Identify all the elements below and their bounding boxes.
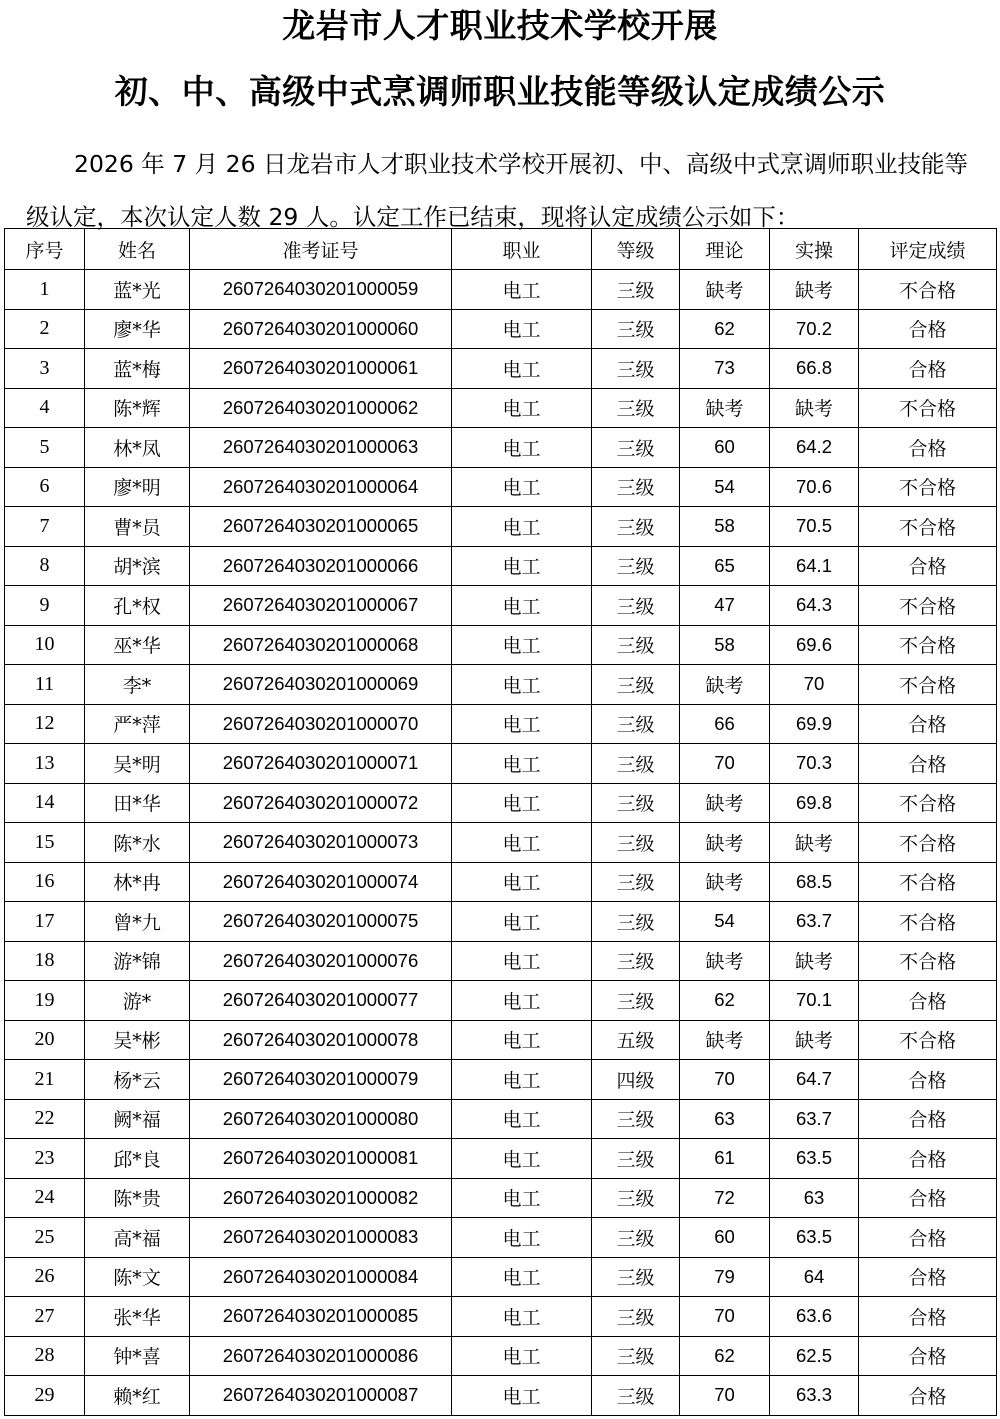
cell-exam-id: 2607264030201000075 (190, 902, 452, 942)
table-row (5, 744, 997, 784)
cell-exam-id: 2607264030201000067 (190, 586, 452, 626)
cell-practical: 69.8 (770, 783, 859, 823)
cell-exam-id: 2607264030201000084 (190, 1257, 452, 1297)
cell-occupation: 电工 (452, 902, 592, 942)
cell-result: 不合格 (859, 467, 997, 507)
cell-level: 三级 (592, 625, 680, 665)
cell-occupation: 电工 (452, 665, 592, 705)
cell-level: 四级 (592, 1060, 680, 1100)
cell-level: 三级 (592, 428, 680, 468)
cell-name: 吴*明 (85, 744, 190, 784)
cell-level: 三级 (592, 1139, 680, 1179)
cell-seq: 9 (5, 586, 85, 626)
cell-name: 赖*红 (85, 1376, 190, 1416)
cell-level: 三级 (592, 467, 680, 507)
table-row (5, 1020, 997, 1060)
table-row (5, 625, 997, 665)
header-occupation: 职业 (452, 229, 592, 270)
cell-exam-id: 2607264030201000062 (190, 388, 452, 428)
table-row (5, 862, 997, 902)
cell-level: 三级 (592, 1099, 680, 1139)
table-row (5, 467, 997, 507)
cell-name: 廖*华 (85, 309, 190, 349)
table-row (5, 783, 997, 823)
cell-seq: 12 (5, 704, 85, 744)
cell-occupation: 电工 (452, 744, 592, 784)
cell-level: 三级 (592, 349, 680, 389)
cell-theory: 62 (680, 981, 770, 1021)
cell-theory: 缺考 (680, 862, 770, 902)
cell-name: 孔*权 (85, 586, 190, 626)
cell-occupation: 电工 (452, 823, 592, 863)
cell-occupation: 电工 (452, 1060, 592, 1100)
cell-occupation: 电工 (452, 704, 592, 744)
cell-practical: 68.5 (770, 862, 859, 902)
cell-level: 三级 (592, 1218, 680, 1258)
cell-theory: 54 (680, 902, 770, 942)
cell-level: 三级 (592, 902, 680, 942)
cell-theory: 62 (680, 1336, 770, 1376)
table-row (5, 270, 997, 310)
cell-theory: 70 (680, 744, 770, 784)
table-row (5, 1257, 997, 1297)
cell-occupation: 电工 (452, 349, 592, 389)
cell-seq: 10 (5, 625, 85, 665)
cell-result: 合格 (859, 981, 997, 1021)
table-header-row (5, 229, 997, 270)
cell-theory: 79 (680, 1257, 770, 1297)
cell-name: 陈*贵 (85, 1178, 190, 1218)
cell-seq: 24 (5, 1178, 85, 1218)
cell-practical: 缺考 (770, 941, 859, 981)
cell-seq: 26 (5, 1257, 85, 1297)
cell-level: 三级 (592, 270, 680, 310)
header-practical: 实操 (770, 229, 859, 270)
cell-result: 合格 (859, 1376, 997, 1416)
cell-seq: 27 (5, 1297, 85, 1337)
cell-occupation: 电工 (452, 1139, 592, 1179)
cell-level: 三级 (592, 507, 680, 547)
cell-name: 蓝*梅 (85, 349, 190, 389)
cell-seq: 19 (5, 981, 85, 1021)
table-row (5, 1297, 997, 1337)
cell-name: 胡*滨 (85, 546, 190, 586)
cell-name: 曹*员 (85, 507, 190, 547)
cell-theory: 72 (680, 1178, 770, 1218)
cell-result: 合格 (859, 1060, 997, 1100)
table-row (5, 1060, 997, 1100)
cell-exam-id: 2607264030201000073 (190, 823, 452, 863)
table-row (5, 309, 997, 349)
cell-seq: 22 (5, 1099, 85, 1139)
cell-result: 合格 (859, 1336, 997, 1376)
cell-name: 陈*水 (85, 823, 190, 863)
cell-result: 合格 (859, 744, 997, 784)
cell-theory: 61 (680, 1139, 770, 1179)
cell-level: 三级 (592, 1297, 680, 1337)
page-title: 龙岩市人才职业技术学校开展 (282, 6, 718, 45)
cell-exam-id: 2607264030201000060 (190, 309, 452, 349)
cell-level: 三级 (592, 309, 680, 349)
table-row (5, 981, 997, 1021)
cell-name: 李* (85, 665, 190, 705)
cell-practical: 64.7 (770, 1060, 859, 1100)
cell-result: 不合格 (859, 586, 997, 626)
cell-occupation: 电工 (452, 1297, 592, 1337)
cell-result: 合格 (859, 1139, 997, 1179)
cell-name: 钟*喜 (85, 1336, 190, 1376)
cell-theory: 缺考 (680, 823, 770, 863)
cell-result: 不合格 (859, 823, 997, 863)
cell-result: 合格 (859, 1297, 997, 1337)
cell-result: 不合格 (859, 941, 997, 981)
cell-seq: 17 (5, 902, 85, 942)
cell-result: 不合格 (859, 507, 997, 547)
cell-seq: 13 (5, 744, 85, 784)
cell-exam-id: 2607264030201000072 (190, 783, 452, 823)
cell-occupation: 电工 (452, 981, 592, 1021)
cell-exam-id: 2607264030201000071 (190, 744, 452, 784)
table-row (5, 704, 997, 744)
cell-theory: 54 (680, 467, 770, 507)
table-body (5, 270, 997, 1416)
cell-theory: 58 (680, 507, 770, 547)
table-row (5, 349, 997, 389)
cell-occupation: 电工 (452, 309, 592, 349)
cell-practical: 63.5 (770, 1218, 859, 1258)
cell-level: 三级 (592, 1376, 680, 1416)
cell-name: 廖*明 (85, 467, 190, 507)
cell-practical: 69.9 (770, 704, 859, 744)
cell-occupation: 电工 (452, 1099, 592, 1139)
cell-level: 三级 (592, 704, 680, 744)
table-row (5, 586, 997, 626)
cell-exam-id: 2607264030201000068 (190, 625, 452, 665)
cell-occupation: 电工 (452, 783, 592, 823)
table-row (5, 1376, 997, 1416)
cell-exam-id: 2607264030201000082 (190, 1178, 452, 1218)
cell-practical: 69.6 (770, 625, 859, 665)
cell-practical: 66.8 (770, 349, 859, 389)
cell-seq: 7 (5, 507, 85, 547)
cell-level: 三级 (592, 1257, 680, 1297)
cell-result: 不合格 (859, 902, 997, 942)
cell-practical: 63.3 (770, 1376, 859, 1416)
cell-theory: 缺考 (680, 783, 770, 823)
cell-level: 三级 (592, 546, 680, 586)
cell-exam-id: 2607264030201000079 (190, 1060, 452, 1100)
cell-occupation: 电工 (452, 467, 592, 507)
header-exam-id: 准考证号 (190, 229, 452, 270)
cell-practical: 62.5 (770, 1336, 859, 1376)
cell-level: 三级 (592, 981, 680, 1021)
table-row (5, 1178, 997, 1218)
cell-theory: 63 (680, 1099, 770, 1139)
cell-practical: 70.1 (770, 981, 859, 1021)
cell-exam-id: 2607264030201000081 (190, 1139, 452, 1179)
cell-exam-id: 2607264030201000076 (190, 941, 452, 981)
cell-occupation: 电工 (452, 1178, 592, 1218)
cell-exam-id: 2607264030201000059 (190, 270, 452, 310)
cell-theory: 66 (680, 704, 770, 744)
cell-theory: 60 (680, 428, 770, 468)
cell-occupation: 电工 (452, 941, 592, 981)
cell-exam-id: 2607264030201000069 (190, 665, 452, 705)
cell-result: 不合格 (859, 1020, 997, 1060)
table-row (5, 941, 997, 981)
table-row (5, 546, 997, 586)
cell-name: 陈*辉 (85, 388, 190, 428)
table-row (5, 1336, 997, 1376)
cell-occupation: 电工 (452, 586, 592, 626)
cell-result: 不合格 (859, 862, 997, 902)
cell-theory: 65 (680, 546, 770, 586)
cell-exam-id: 2607264030201000066 (190, 546, 452, 586)
cell-exam-id: 2607264030201000085 (190, 1297, 452, 1337)
cell-seq: 23 (5, 1139, 85, 1179)
cell-occupation: 电工 (452, 862, 592, 902)
cell-exam-id: 2607264030201000077 (190, 981, 452, 1021)
cell-result: 合格 (859, 1257, 997, 1297)
cell-theory: 缺考 (680, 270, 770, 310)
cell-name: 游* (85, 981, 190, 1021)
cell-occupation: 电工 (452, 1376, 592, 1416)
cell-theory: 62 (680, 309, 770, 349)
table-row (5, 1218, 997, 1258)
cell-seq: 11 (5, 665, 85, 705)
cell-name: 巫*华 (85, 625, 190, 665)
cell-name: 严*萍 (85, 704, 190, 744)
cell-theory: 缺考 (680, 665, 770, 705)
cell-practical: 64 (770, 1257, 859, 1297)
cell-name: 邱*良 (85, 1139, 190, 1179)
table-row (5, 1139, 997, 1179)
cell-practical: 63.7 (770, 1099, 859, 1139)
cell-name: 吴*彬 (85, 1020, 190, 1060)
cell-exam-id: 2607264030201000064 (190, 467, 452, 507)
table-row (5, 665, 997, 705)
cell-seq: 18 (5, 941, 85, 981)
cell-occupation: 电工 (452, 388, 592, 428)
cell-occupation: 电工 (452, 428, 592, 468)
cell-level: 三级 (592, 862, 680, 902)
cell-practical: 64.3 (770, 586, 859, 626)
cell-seq: 4 (5, 388, 85, 428)
cell-practical: 缺考 (770, 270, 859, 310)
cell-practical: 缺考 (770, 388, 859, 428)
cell-practical: 63.7 (770, 902, 859, 942)
cell-practical: 70.3 (770, 744, 859, 784)
cell-seq: 5 (5, 428, 85, 468)
cell-exam-id: 2607264030201000065 (190, 507, 452, 547)
header-level: 等级 (592, 229, 680, 270)
cell-exam-id: 2607264030201000078 (190, 1020, 452, 1060)
cell-seq: 2 (5, 309, 85, 349)
cell-practical: 64.1 (770, 546, 859, 586)
cell-level: 三级 (592, 665, 680, 705)
page-subtitle: 初、中、高级中式烹调师职业技能等级认定成绩公示 (114, 72, 886, 111)
cell-level: 三级 (592, 823, 680, 863)
cell-theory: 70 (680, 1060, 770, 1100)
table-row (5, 388, 997, 428)
cell-theory: 70 (680, 1297, 770, 1337)
score-table (4, 228, 997, 1416)
intro-paragraph: 2026 年 7 月 26 日龙岩市人才职业技术学校开展初、中、高级中式烹调师职业技能等级认定，本次认定人数 29 人。认定工作已结束，现将认定成绩公示如下： (26, 150, 969, 231)
cell-theory: 60 (680, 1218, 770, 1258)
cell-occupation: 电工 (452, 1257, 592, 1297)
cell-practical: 64.2 (770, 428, 859, 468)
header-theory: 理论 (680, 229, 770, 270)
cell-result: 不合格 (859, 665, 997, 705)
cell-name: 曾*九 (85, 902, 190, 942)
cell-name: 高*福 (85, 1218, 190, 1258)
cell-level: 三级 (592, 783, 680, 823)
cell-name: 陈*文 (85, 1257, 190, 1297)
cell-level: 三级 (592, 744, 680, 784)
cell-name: 游*锦 (85, 941, 190, 981)
cell-name: 林*冉 (85, 862, 190, 902)
cell-result: 合格 (859, 428, 997, 468)
cell-name: 张*华 (85, 1297, 190, 1337)
cell-name: 阙*福 (85, 1099, 190, 1139)
cell-seq: 28 (5, 1336, 85, 1376)
cell-seq: 3 (5, 349, 85, 389)
cell-result: 合格 (859, 1218, 997, 1258)
cell-seq: 1 (5, 270, 85, 310)
cell-practical: 缺考 (770, 823, 859, 863)
cell-exam-id: 2607264030201000070 (190, 704, 452, 744)
cell-occupation: 电工 (452, 1020, 592, 1060)
cell-result: 合格 (859, 1178, 997, 1218)
cell-seq: 16 (5, 862, 85, 902)
header-seq: 序号 (5, 229, 85, 270)
cell-occupation: 电工 (452, 270, 592, 310)
cell-practical: 70.2 (770, 309, 859, 349)
cell-practical: 63.6 (770, 1297, 859, 1337)
cell-practical: 63 (770, 1178, 859, 1218)
cell-occupation: 电工 (452, 625, 592, 665)
cell-occupation: 电工 (452, 507, 592, 547)
table-row (5, 902, 997, 942)
cell-theory: 47 (680, 586, 770, 626)
cell-seq: 29 (5, 1376, 85, 1416)
cell-seq: 20 (5, 1020, 85, 1060)
cell-practical: 缺考 (770, 1020, 859, 1060)
cell-exam-id: 2607264030201000086 (190, 1336, 452, 1376)
table-row (5, 507, 997, 547)
cell-result: 合格 (859, 309, 997, 349)
cell-theory: 70 (680, 1376, 770, 1416)
header-result: 评定成绩 (859, 229, 997, 270)
cell-practical: 70.5 (770, 507, 859, 547)
cell-result: 合格 (859, 546, 997, 586)
table-row (5, 823, 997, 863)
cell-result: 不合格 (859, 783, 997, 823)
cell-practical: 70.6 (770, 467, 859, 507)
cell-name: 林*凤 (85, 428, 190, 468)
cell-result: 合格 (859, 349, 997, 389)
table-row (5, 1099, 997, 1139)
cell-theory: 缺考 (680, 941, 770, 981)
cell-seq: 6 (5, 467, 85, 507)
cell-theory: 缺考 (680, 1020, 770, 1060)
cell-level: 三级 (592, 1178, 680, 1218)
table-row (5, 428, 997, 468)
cell-level: 三级 (592, 388, 680, 428)
cell-practical: 63.5 (770, 1139, 859, 1179)
cell-theory: 58 (680, 625, 770, 665)
cell-name: 蓝*光 (85, 270, 190, 310)
cell-theory: 73 (680, 349, 770, 389)
cell-result: 不合格 (859, 270, 997, 310)
cell-seq: 25 (5, 1218, 85, 1258)
cell-result: 不合格 (859, 625, 997, 665)
cell-result: 合格 (859, 1099, 997, 1139)
cell-exam-id: 2607264030201000083 (190, 1218, 452, 1258)
header-name: 姓名 (85, 229, 190, 270)
cell-seq: 15 (5, 823, 85, 863)
cell-level: 五级 (592, 1020, 680, 1060)
cell-occupation: 电工 (452, 1336, 592, 1376)
cell-seq: 21 (5, 1060, 85, 1100)
cell-seq: 14 (5, 783, 85, 823)
cell-exam-id: 2607264030201000087 (190, 1376, 452, 1416)
cell-practical: 70 (770, 665, 859, 705)
cell-level: 三级 (592, 586, 680, 626)
cell-name: 田*华 (85, 783, 190, 823)
cell-level: 三级 (592, 941, 680, 981)
cell-occupation: 电工 (452, 1218, 592, 1258)
cell-seq: 8 (5, 546, 85, 586)
cell-level: 三级 (592, 1336, 680, 1376)
cell-result: 合格 (859, 704, 997, 744)
cell-exam-id: 2607264030201000074 (190, 862, 452, 902)
cell-exam-id: 2607264030201000061 (190, 349, 452, 389)
cell-theory: 缺考 (680, 388, 770, 428)
cell-name: 杨*云 (85, 1060, 190, 1100)
cell-exam-id: 2607264030201000063 (190, 428, 452, 468)
cell-result: 不合格 (859, 388, 997, 428)
cell-occupation: 电工 (452, 546, 592, 586)
cell-exam-id: 2607264030201000080 (190, 1099, 452, 1139)
